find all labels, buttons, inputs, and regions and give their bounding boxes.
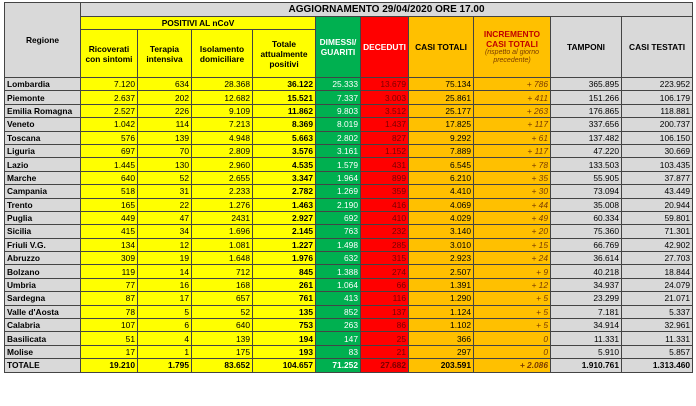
cell-tam: 73.094: [551, 185, 622, 198]
cell-dim: 7.337: [316, 91, 361, 104]
cell-dec: 416: [361, 198, 409, 211]
cell-tam: 34.937: [551, 278, 622, 291]
table-row: [5, 345, 693, 358]
table-row: [5, 91, 693, 104]
cell-ter: 14: [138, 265, 192, 278]
cell-casi: 1.391: [409, 278, 474, 291]
cell-dec: 274: [361, 265, 409, 278]
cell-test: 59.801: [622, 211, 693, 224]
cell-ric: 78: [81, 305, 138, 318]
cell-ter: 52: [138, 171, 192, 184]
cell-inc: + 78: [474, 158, 551, 171]
cell-ric: 1.445: [81, 158, 138, 171]
cell-region: Umbria: [5, 278, 81, 291]
cell-inc: + 117: [474, 144, 551, 157]
cell-dec: 899: [361, 171, 409, 184]
cell-tam: 34.914: [551, 319, 622, 332]
cell-region: Molise: [5, 345, 81, 358]
cell-tam: 40.218: [551, 265, 622, 278]
cell-iso: 83.652: [192, 359, 253, 372]
cell-tam: 47.220: [551, 144, 622, 157]
cell-region: Veneto: [5, 118, 81, 131]
cell-iso: 1.276: [192, 198, 253, 211]
cell-tot: 8.369: [253, 118, 316, 131]
cell-dec: 66: [361, 278, 409, 291]
cell-dim: 1.498: [316, 238, 361, 251]
incremento-subtitle: (rispetto al giorno precedente): [484, 49, 540, 64]
cell-casi: 3.140: [409, 225, 474, 238]
cell-test: 71.301: [622, 225, 693, 238]
cell-ric: 7.120: [81, 78, 138, 91]
cell-test: 11.331: [622, 332, 693, 345]
cell-iso: 712: [192, 265, 253, 278]
cell-inc: + 9: [474, 265, 551, 278]
cell-dec: 25: [361, 332, 409, 345]
cell-ter: 19: [138, 252, 192, 265]
cell-iso: 657: [192, 292, 253, 305]
cell-dec: 1.152: [361, 144, 409, 157]
cell-tam: 133.503: [551, 158, 622, 171]
table-row: [5, 211, 693, 224]
cell-tam: 11.331: [551, 332, 622, 345]
cell-dec: 827: [361, 131, 409, 144]
cell-test: 1.313.460: [622, 359, 693, 372]
cell-region: Lazio: [5, 158, 81, 171]
totale-positivi-header: Totale attualmente positivi: [253, 30, 316, 78]
cell-tot: 36.122: [253, 78, 316, 91]
cell-tot: 194: [253, 332, 316, 345]
cell-tot: 135: [253, 305, 316, 318]
cell-test: 118.881: [622, 104, 693, 117]
cell-tam: 5.910: [551, 345, 622, 358]
cell-test: 200.737: [622, 118, 693, 131]
cell-inc: + 5: [474, 292, 551, 305]
cell-region: TOTALE: [5, 359, 81, 372]
cell-test: 106.179: [622, 91, 693, 104]
cell-casi: 4.069: [409, 198, 474, 211]
table-row: [5, 78, 693, 91]
cell-test: 5.857: [622, 345, 693, 358]
cell-region: Emilia Romagna: [5, 104, 81, 117]
cell-tam: 60.334: [551, 211, 622, 224]
table-row: [5, 278, 693, 291]
cell-region: Lombardia: [5, 78, 81, 91]
cell-casi: 297: [409, 345, 474, 358]
cell-tot: 761: [253, 292, 316, 305]
cell-region: Marche: [5, 171, 81, 184]
table-row: [5, 265, 693, 278]
cell-ric: 1.042: [81, 118, 138, 131]
cell-inc: + 411: [474, 91, 551, 104]
cell-ter: 17: [138, 292, 192, 305]
cell-iso: 7.213: [192, 118, 253, 131]
incremento-header: [474, 17, 551, 78]
cell-ric: 77: [81, 278, 138, 291]
cell-tot: 104.657: [253, 359, 316, 372]
cell-dec: 359: [361, 185, 409, 198]
cell-tot: 1.463: [253, 198, 316, 211]
cell-ric: 2.637: [81, 91, 138, 104]
cell-inc: 0: [474, 345, 551, 358]
cell-region: Basilicata: [5, 332, 81, 345]
cell-casi: 25.177: [409, 104, 474, 117]
table-row: [5, 292, 693, 305]
cell-dim: 8.019: [316, 118, 361, 131]
table-header: [5, 3, 693, 78]
cell-test: 106.150: [622, 131, 693, 144]
cell-tot: 15.521: [253, 91, 316, 104]
cell-iso: 2431: [192, 211, 253, 224]
cell-test: 18.844: [622, 265, 693, 278]
cell-casi: 2.923: [409, 252, 474, 265]
cell-region: Calabria: [5, 319, 81, 332]
cell-dim: 1.269: [316, 185, 361, 198]
region-header: Regione: [5, 3, 81, 78]
cell-casi: 6.545: [409, 158, 474, 171]
cell-dec: 137: [361, 305, 409, 318]
cell-casi: 366: [409, 332, 474, 345]
cell-inc: + 5: [474, 319, 551, 332]
cell-dim: 2.802: [316, 131, 361, 144]
cell-tot: 2.782: [253, 185, 316, 198]
cell-tam: 337.656: [551, 118, 622, 131]
cell-casi: 9.292: [409, 131, 474, 144]
cell-tam: 137.482: [551, 131, 622, 144]
cell-tot: 845: [253, 265, 316, 278]
cell-dec: 86: [361, 319, 409, 332]
cell-dim: 263: [316, 319, 361, 332]
cell-ric: 415: [81, 225, 138, 238]
isolamento-header: Isolamento domiciliare: [192, 30, 253, 78]
cell-casi: 1.290: [409, 292, 474, 305]
casi-totali-header: CASI TOTALI: [409, 17, 474, 78]
cell-tot: 2.927: [253, 211, 316, 224]
cell-tot: 4.535: [253, 158, 316, 171]
cell-dim: 1.064: [316, 278, 361, 291]
table-row: [5, 118, 693, 131]
cell-iso: 1.081: [192, 238, 253, 251]
cell-tot: 261: [253, 278, 316, 291]
cell-tot: 1.976: [253, 252, 316, 265]
cell-test: 103.435: [622, 158, 693, 171]
cell-region: Valle d'Aosta: [5, 305, 81, 318]
cell-inc: + 44: [474, 198, 551, 211]
cell-dim: 2.190: [316, 198, 361, 211]
cell-iso: 175: [192, 345, 253, 358]
positive-group-header: POSITIVI AL nCoV: [81, 17, 316, 30]
cell-dim: 71.252: [316, 359, 361, 372]
cell-iso: 9.109: [192, 104, 253, 117]
terapia-header: Terapia intensiva: [138, 30, 192, 78]
cell-casi: 25.861: [409, 91, 474, 104]
cell-dim: 25.333: [316, 78, 361, 91]
cell-inc: + 2.086: [474, 359, 551, 372]
cell-ric: 119: [81, 265, 138, 278]
cell-tam: 36.614: [551, 252, 622, 265]
cell-dec: 410: [361, 211, 409, 224]
cell-dec: 285: [361, 238, 409, 251]
cell-ric: 134: [81, 238, 138, 251]
cell-dim: 632: [316, 252, 361, 265]
cell-inc: + 20: [474, 225, 551, 238]
cell-iso: 139: [192, 332, 253, 345]
cell-tot: 1.227: [253, 238, 316, 251]
table-row: [5, 171, 693, 184]
cell-dec: 315: [361, 252, 409, 265]
cell-ter: 22: [138, 198, 192, 211]
cell-tot: 3.347: [253, 171, 316, 184]
update-banner: AGGIORNAMENTO 29/04/2020 ORE 17.00: [81, 3, 693, 17]
cell-region: Puglia: [5, 211, 81, 224]
cell-ter: 1: [138, 345, 192, 358]
cell-ric: 2.527: [81, 104, 138, 117]
cell-tam: 151.266: [551, 91, 622, 104]
cell-tam: 365.895: [551, 78, 622, 91]
cell-tam: 1.910.761: [551, 359, 622, 372]
cell-casi: 3.010: [409, 238, 474, 251]
casi-testati-header: CASI TESTATI: [622, 17, 693, 78]
cell-dec: 27.682: [361, 359, 409, 372]
cell-ter: 16: [138, 278, 192, 291]
cell-inc: + 12: [474, 278, 551, 291]
cell-tam: 176.865: [551, 104, 622, 117]
cell-test: 43.449: [622, 185, 693, 198]
cell-tam: 55.905: [551, 171, 622, 184]
table-row: [5, 319, 693, 332]
cell-iso: 168: [192, 278, 253, 291]
cell-dec: 116: [361, 292, 409, 305]
cell-casi: 7.889: [409, 144, 474, 157]
cell-inc: 0: [474, 332, 551, 345]
cell-inc: + 35: [474, 171, 551, 184]
cell-ter: 31: [138, 185, 192, 198]
cell-test: 27.703: [622, 252, 693, 265]
table-body: [5, 78, 693, 373]
cell-iso: 2.960: [192, 158, 253, 171]
cell-ric: 51: [81, 332, 138, 345]
cell-iso: 4.948: [192, 131, 253, 144]
cell-iso: 2.655: [192, 171, 253, 184]
cell-ric: 87: [81, 292, 138, 305]
cell-dec: 1.437: [361, 118, 409, 131]
cell-ter: 634: [138, 78, 192, 91]
cell-region: Liguria: [5, 144, 81, 157]
table-row: [5, 185, 693, 198]
cell-ter: 70: [138, 144, 192, 157]
cell-ter: 5: [138, 305, 192, 318]
cell-ric: 449: [81, 211, 138, 224]
cell-inc: + 5: [474, 305, 551, 318]
table-row: [5, 252, 693, 265]
cell-iso: 28.368: [192, 78, 253, 91]
cell-tot: 753: [253, 319, 316, 332]
cell-inc: + 24: [474, 252, 551, 265]
cell-test: 37.877: [622, 171, 693, 184]
cell-dec: 21: [361, 345, 409, 358]
cell-dim: 3.161: [316, 144, 361, 157]
cell-test: 223.952: [622, 78, 693, 91]
cell-dim: 1.579: [316, 158, 361, 171]
cell-tot: 5.663: [253, 131, 316, 144]
cell-casi: 203.591: [409, 359, 474, 372]
table-row: [5, 104, 693, 117]
cell-ter: 1.795: [138, 359, 192, 372]
cell-tot: 11.862: [253, 104, 316, 117]
dimessi-header: DIMESSI/ GUARITI: [316, 17, 361, 78]
table-row: [5, 158, 693, 171]
table-row: [5, 332, 693, 345]
cell-ter: 34: [138, 225, 192, 238]
cell-casi: 1.102: [409, 319, 474, 332]
cell-ric: 309: [81, 252, 138, 265]
cell-ter: 114: [138, 118, 192, 131]
cell-region: Piemonte: [5, 91, 81, 104]
cell-ric: 576: [81, 131, 138, 144]
cell-ric: 19.210: [81, 359, 138, 372]
table-row: [5, 144, 693, 157]
cell-region: Abruzzo: [5, 252, 81, 265]
cell-casi: 17.825: [409, 118, 474, 131]
cell-dim: 852: [316, 305, 361, 318]
cell-inc: + 49: [474, 211, 551, 224]
cell-dim: 83: [316, 345, 361, 358]
cell-ter: 139: [138, 131, 192, 144]
cell-test: 30.669: [622, 144, 693, 157]
cell-test: 24.079: [622, 278, 693, 291]
cell-dec: 232: [361, 225, 409, 238]
cell-dec: 431: [361, 158, 409, 171]
cell-inc: + 786: [474, 78, 551, 91]
cell-iso: 2.809: [192, 144, 253, 157]
cell-casi: 4.410: [409, 185, 474, 198]
cell-tam: 75.360: [551, 225, 622, 238]
cell-dec: 3.512: [361, 104, 409, 117]
table-row: [5, 198, 693, 211]
cell-test: 5.337: [622, 305, 693, 318]
cell-ric: 107: [81, 319, 138, 332]
cell-ter: 4: [138, 332, 192, 345]
cell-ric: 697: [81, 144, 138, 157]
cell-casi: 6.210: [409, 171, 474, 184]
tamponi-header: TAMPONI: [551, 17, 622, 78]
cell-ter: 6: [138, 319, 192, 332]
cell-dim: 147: [316, 332, 361, 345]
cell-dim: 692: [316, 211, 361, 224]
deceduti-header: DECEDUTI: [361, 17, 409, 78]
cell-tot: 3.576: [253, 144, 316, 157]
cell-inc: + 117: [474, 118, 551, 131]
total-row: [5, 359, 693, 372]
cell-iso: 1.696: [192, 225, 253, 238]
covid-summary-table: [4, 2, 693, 373]
cell-region: Sardegna: [5, 292, 81, 305]
cell-ric: 518: [81, 185, 138, 198]
cell-inc: + 263: [474, 104, 551, 117]
cell-dim: 1.964: [316, 171, 361, 184]
cell-test: 32.961: [622, 319, 693, 332]
cell-tam: 7.181: [551, 305, 622, 318]
cell-tot: 193: [253, 345, 316, 358]
cell-ter: 12: [138, 238, 192, 251]
cell-dim: 763: [316, 225, 361, 238]
cell-test: 21.071: [622, 292, 693, 305]
cell-casi: 75.134: [409, 78, 474, 91]
cell-test: 42.902: [622, 238, 693, 251]
cell-tam: 35.008: [551, 198, 622, 211]
cell-dim: 413: [316, 292, 361, 305]
cell-tot: 2.145: [253, 225, 316, 238]
cell-dec: 13.679: [361, 78, 409, 91]
cell-casi: 1.124: [409, 305, 474, 318]
cell-region: Toscana: [5, 131, 81, 144]
cell-ter: 130: [138, 158, 192, 171]
cell-tam: 66.769: [551, 238, 622, 251]
cell-region: Friuli V.G.: [5, 238, 81, 251]
cell-iso: 52: [192, 305, 253, 318]
incremento-title: INCREMENTO CASI TOTALI: [483, 29, 541, 49]
cell-ter: 47: [138, 211, 192, 224]
cell-dim: 9.803: [316, 104, 361, 117]
cell-casi: 4.029: [409, 211, 474, 224]
cell-casi: 2.507: [409, 265, 474, 278]
table-row: [5, 238, 693, 251]
cell-ric: 640: [81, 171, 138, 184]
cell-ter: 226: [138, 104, 192, 117]
cell-region: Campania: [5, 185, 81, 198]
table-row: [5, 225, 693, 238]
table-row: [5, 131, 693, 144]
ricoverati-header: Ricoverati con sintomi: [81, 30, 138, 78]
cell-dim: 1.388: [316, 265, 361, 278]
cell-iso: 1.648: [192, 252, 253, 265]
table-row: [5, 305, 693, 318]
cell-iso: 12.682: [192, 91, 253, 104]
cell-tam: 23.299: [551, 292, 622, 305]
cell-iso: 2.233: [192, 185, 253, 198]
cell-region: Sicilia: [5, 225, 81, 238]
cell-ric: 165: [81, 198, 138, 211]
cell-inc: + 15: [474, 238, 551, 251]
cell-inc: + 30: [474, 185, 551, 198]
cell-dec: 3.003: [361, 91, 409, 104]
cell-ter: 202: [138, 91, 192, 104]
cell-inc: + 61: [474, 131, 551, 144]
cell-test: 20.944: [622, 198, 693, 211]
cell-region: Trento: [5, 198, 81, 211]
cell-iso: 640: [192, 319, 253, 332]
cell-ric: 17: [81, 345, 138, 358]
cell-region: Bolzano: [5, 265, 81, 278]
